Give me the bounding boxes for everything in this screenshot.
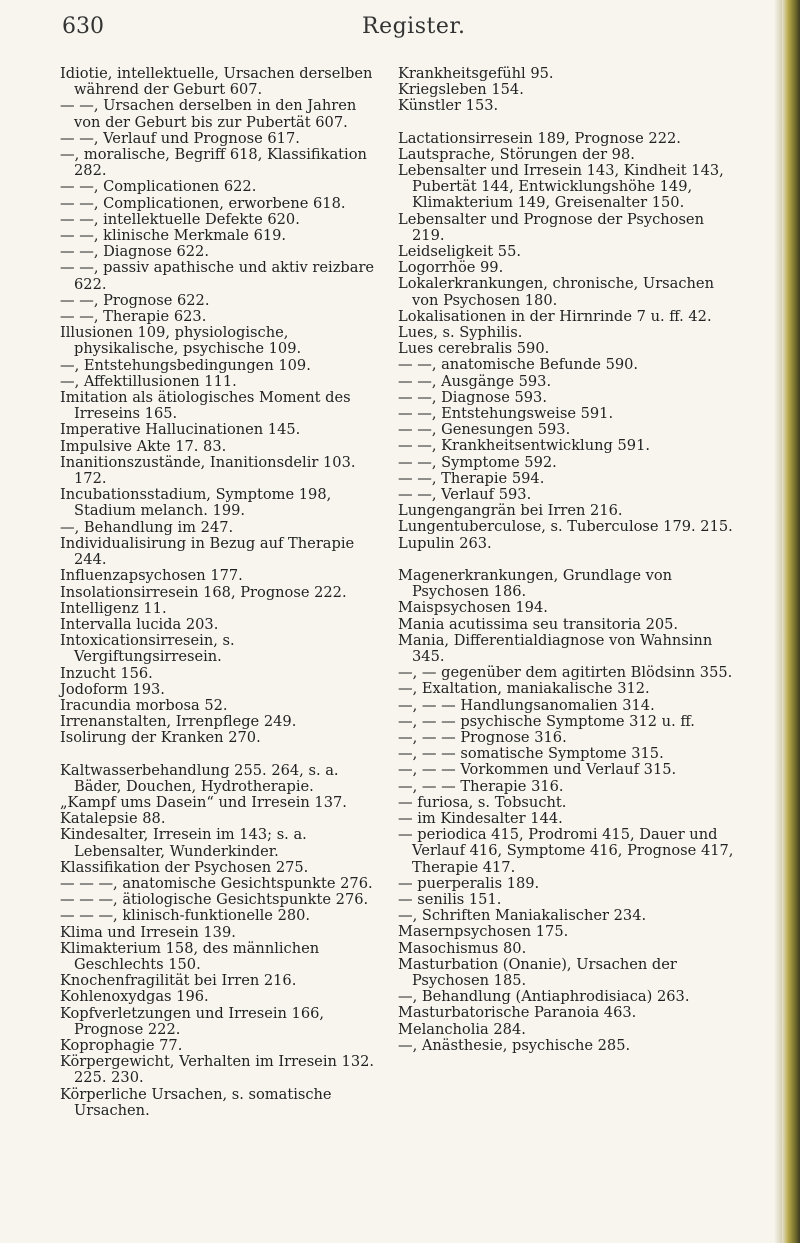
index-entry: — —, Symptome 592. bbox=[398, 453, 557, 471]
index-entry: —, Behandlung im 247. bbox=[60, 518, 234, 536]
index-entry: Lokalisationen in der Hirnrinde 7 u. ff. 42. bbox=[398, 307, 712, 325]
index-entry: — —, Krankheitsentwicklung 591. bbox=[398, 437, 650, 455]
index-entry: — furiosa, s. Tobsucht. bbox=[398, 793, 567, 811]
index-entry: — —, Diagnose 622. bbox=[60, 243, 209, 261]
index-entry: — senilis 151. bbox=[398, 890, 502, 908]
index-entry: — periodica 415, Prodromi 415, Dauer und Verlauf 416, Symptome 416, Prognose 417, Therapie 417. bbox=[398, 826, 734, 876]
index-entry: — —, Verlauf und Prognose 617. bbox=[60, 129, 300, 147]
index-entry: Knochenfragilität bei Irren 216. bbox=[60, 972, 297, 990]
index-entry: — — —, klinisch-funktionelle 280. bbox=[60, 907, 311, 925]
page-edge bbox=[782, 0, 800, 1243]
index-entry: — im Kindesalter 144. bbox=[398, 809, 563, 827]
index-entry: Katalepsie 88. bbox=[60, 810, 166, 828]
index-entry: —, — — psychische Symptome 312 u. ff. bbox=[398, 712, 695, 730]
index-entry: — —, intellektuelle Defekte 620. bbox=[60, 210, 300, 228]
index-entry: Imitation als ätiologisches Moment des Irreseins 165. bbox=[60, 389, 351, 423]
index-entry: — — —, anatomische Gesichtspunkte 276. bbox=[60, 874, 373, 892]
index-entry: Masturbation (Onanie), Ursachen der Psychosen 185. bbox=[398, 955, 677, 989]
index-entry: „Kampf ums Dasein“ und Irresein 137. bbox=[60, 793, 347, 811]
index-entry: —, moralische, Begriff 618, Klassifikation 282. bbox=[60, 146, 367, 180]
index-entry: — —, Prognose 622. bbox=[60, 291, 210, 309]
index-entry: — —, Diagnose 593. bbox=[398, 388, 547, 406]
index-entry: — —, Complicationen 622. bbox=[60, 178, 257, 196]
index-entry: — —, Genesungen 593. bbox=[398, 421, 571, 439]
index-entry: Incubationsstadium, Symptome 198, Stadium melanch. 199. bbox=[60, 486, 332, 520]
index-entry: Koprophagie 77. bbox=[60, 1036, 183, 1054]
index-entry: Klimakterium 158, des männlichen Geschlechts 150. bbox=[60, 939, 320, 973]
index-entry: Lues, s. Syphilis. bbox=[398, 324, 523, 342]
index-entry: —, — — Vorkommen und Verlauf 315. bbox=[398, 761, 677, 779]
index-entry: Intervalla lucida 203. bbox=[60, 615, 219, 633]
index-entry: — —, passiv apathische und aktiv reizbare 622. bbox=[60, 259, 375, 293]
section-gap bbox=[60, 747, 378, 763]
index-entry: Individualisirung in Bezug auf Therapie 244. bbox=[60, 534, 355, 569]
index-column-right bbox=[398, 66, 738, 1054]
index-entry: Kriegsleben 154. bbox=[398, 81, 524, 99]
index-entry: Influenzapsychosen 177. bbox=[60, 567, 243, 585]
index-entry: Masochismus 80. bbox=[398, 939, 527, 957]
index-entry: Impulsive Akte 17. 83. bbox=[60, 437, 227, 455]
index-entry: Illusionen 109, physiologische, physikalische, psychische 109. bbox=[60, 324, 302, 358]
page-edge-shadow bbox=[774, 0, 782, 1243]
index-entry: Lactationsirresein 189, Prognose 222. bbox=[398, 129, 681, 147]
index-entry: —, — gegenüber dem agitirten Blödsinn 355. bbox=[398, 664, 733, 682]
index-entry: Magenerkrankungen, Grundlage von Psychosen 186. bbox=[398, 566, 673, 601]
index-entry: Idiotie, intellektuelle, Ursachen derselben während der Geburt 607. bbox=[60, 65, 373, 99]
index-entry: Imperative Hallucinationen 145. bbox=[60, 421, 301, 439]
index-entry: Masernpsychosen 175. bbox=[398, 923, 569, 941]
index-entry: Isolirung der Kranken 270. bbox=[60, 729, 261, 747]
index-entry: Lebensalter und Irresein 143, Kindheit 143, Pubertät 144, Entwicklungshöhe 149, Klimakterium 149, Greisenalter 150. bbox=[398, 162, 724, 212]
index-entry: —, Schriften Maniakalischer 234. bbox=[398, 907, 647, 925]
index-entry: — puerperalis 189. bbox=[398, 874, 540, 892]
index-entry: Maispsychosen 194. bbox=[398, 599, 548, 617]
index-entry: Klima und Irresein 139. bbox=[60, 923, 236, 941]
index-entry: Lungentuberculose, s. Tuberculose 179. 215. bbox=[398, 518, 733, 536]
index-entry: Logorrhöe 99. bbox=[398, 259, 504, 277]
index-entry: — —, Therapie 623. bbox=[60, 308, 207, 326]
index-entry: Leidseligkeit 55. bbox=[398, 243, 521, 261]
page-header bbox=[62, 14, 762, 48]
index-entry: — —, Complicationen, erworbene 618. bbox=[60, 194, 346, 212]
index-entry: Kindesalter, Irresein im 143; s. a. Lebensalter, Wunderkinder. bbox=[60, 826, 307, 860]
index-entry: Lautsprache, Störungen der 98. bbox=[398, 145, 635, 163]
index-entry: —, — — Therapie 316. bbox=[398, 777, 564, 795]
index-entry: Kaltwasserbehandlung 255. 264, s. a. Bäder, Douchen, Hydrotherapie. bbox=[60, 761, 339, 795]
index-entry: — —, Therapie 594. bbox=[398, 469, 545, 487]
index-entry: Krankheitsgefühl 95. bbox=[398, 65, 554, 82]
index-entry: —, Entstehungsbedingungen 109. bbox=[60, 356, 311, 374]
section-gap bbox=[398, 115, 738, 131]
index-entry: Kohlenoxydgas 196. bbox=[60, 988, 209, 1006]
index-entry: Mania acutissima seu transitoria 205. bbox=[398, 615, 679, 633]
index-entry: —, Exaltation, maniakalische 312. bbox=[398, 680, 650, 698]
index-entry: — —, anatomische Befunde 590. bbox=[398, 356, 639, 374]
index-entry: Körperliche Ursachen, s. somatische Ursachen. bbox=[60, 1085, 332, 1119]
index-entry: Mania, Differentialdiagnose von Wahnsinn 345. bbox=[398, 631, 713, 665]
index-entry: —, Behandlung (Antiaphrodisiaca) 263. bbox=[398, 988, 690, 1006]
index-entry: Körpergewicht, Verhalten im Irresein 132. 225. 230. bbox=[60, 1053, 375, 1087]
section-gap bbox=[398, 552, 738, 568]
index-entry: Insolationsirresein 168, Prognose 222. bbox=[60, 583, 347, 601]
index-column-left bbox=[60, 66, 378, 1119]
index-entry: Jodoform 193. bbox=[60, 680, 165, 698]
index-entry: — — —, ätiologische Gesichtspunkte 276. bbox=[60, 891, 369, 909]
index-entry: Masturbatorische Paranoia 463. bbox=[398, 1004, 637, 1022]
index-entry: Lues cerebralis 590. bbox=[398, 340, 550, 358]
index-entry: Lungengangrän bei Irren 216. bbox=[398, 502, 623, 520]
index-entry: —, — — Prognose 316. bbox=[398, 728, 567, 746]
index-entry: —, — — Handlungsanomalien 314. bbox=[398, 696, 655, 714]
index-entry: Künstler 153. bbox=[398, 97, 499, 115]
index-entry: Intelligenz 11. bbox=[60, 599, 167, 617]
index-entry: Melancholia 284. bbox=[398, 1020, 526, 1038]
index-entry: Kopfverletzungen und Irresein 166, Prognose 222. bbox=[60, 1004, 325, 1038]
index-entry: Klassifikation der Psychosen 275. bbox=[60, 858, 309, 876]
index-entry: Inanitionszustände, Inanitionsdelir 103. 172. bbox=[60, 453, 356, 488]
index-entry: Intoxicationsirresein, s. Vergiftungsirresein. bbox=[60, 632, 235, 666]
index-entry: Lebensalter und Prognose der Psychosen 219. bbox=[398, 210, 704, 244]
index-entry: Lokalerkrankungen, chronische, Ursachen von Psychosen 180. bbox=[398, 275, 714, 309]
index-entry: Iracundia morbosa 52. bbox=[60, 696, 228, 714]
running-title: Register. bbox=[362, 14, 466, 39]
index-entry: Inzucht 156. bbox=[60, 664, 153, 682]
index-entry: —, Affektillusionen 111. bbox=[60, 372, 237, 390]
index-entry: — —, Ursachen derselben in den Jahren von der Geburt bis zur Pubertät 607. bbox=[60, 97, 357, 131]
index-entry: Irrenanstalten, Irrenpflege 249. bbox=[60, 713, 297, 731]
index-entry: — —, Entstehungsweise 591. bbox=[398, 405, 614, 423]
index-entry: —, — — somatische Symptome 315. bbox=[398, 745, 664, 763]
index-entry: —, Anästhesie, psychische 285. bbox=[398, 1036, 631, 1054]
page-number: 630 bbox=[62, 14, 104, 39]
index-entry: — —, Ausgänge 593. bbox=[398, 372, 552, 390]
index-entry: Lupulin 263. bbox=[398, 534, 492, 552]
index-entry: — —, Verlauf 593. bbox=[398, 486, 532, 504]
index-entry: — —, klinische Merkmale 619. bbox=[60, 227, 287, 245]
